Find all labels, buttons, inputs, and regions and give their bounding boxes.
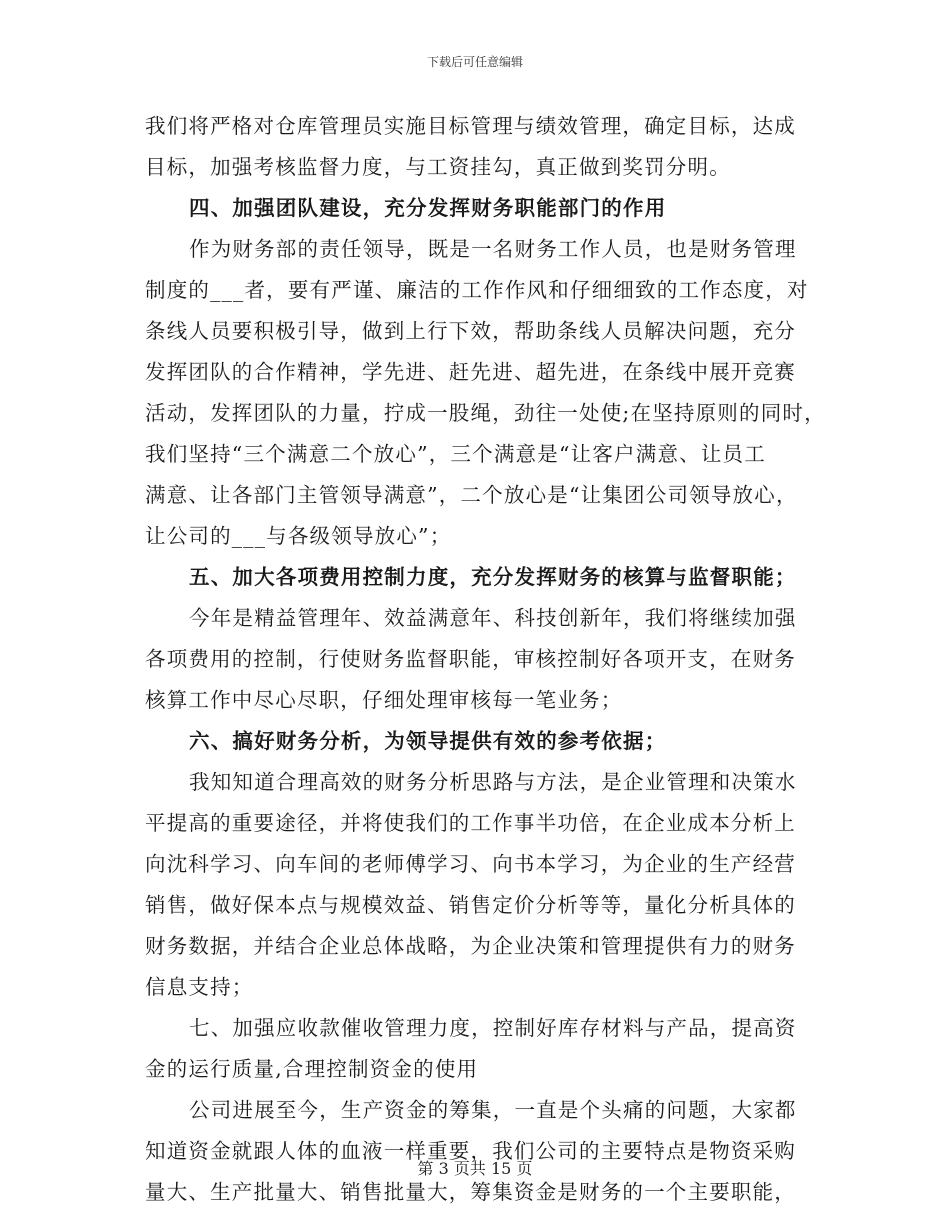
body-text-line: 向沈科学习、向车间的老师傅学习、向书本学习，为企业的生产经营	[145, 852, 796, 876]
body-text-line: 信息支持；	[145, 975, 254, 999]
section-heading: 六、搞好财务分析，为领导提供有效的参考依据；	[189, 729, 667, 753]
body-text-line: 满意、让各部门主管领导满意”，二个放心是“让集团公司领导放心，	[145, 483, 798, 507]
body-text-line: 发挥团队的合作精神，学先进、赶先进、超先进，在条线中展开竞赛	[145, 360, 796, 384]
body-text-line: 作为财务部的责任领导，既是一名财务工作人员，也是财务管理	[189, 237, 797, 261]
body-text-line: 今年是精益管理年、效益满意年、科技创新年，我们将继续加强	[189, 606, 797, 630]
body-text-line: 平提高的重要途径，并将使我们的工作事半功倍，在企业成本分析上	[145, 811, 796, 835]
page-footer: 第 3 页共 15 页	[417, 1159, 533, 1178]
body-text-line: 七、加强应收款催收管理力度，控制好库存材料与产品，提高资	[189, 1016, 797, 1040]
body-text-line: 知道资金就跟人体的血液一样重要，我们公司的主要特点是物资采购	[145, 1139, 796, 1163]
body-text-line: 金的运行质量,合理控制资金的使用	[145, 1057, 479, 1081]
section-heading: 五、加大各项费用控制力度，充分发挥财务的核算与监督职能；	[189, 565, 797, 589]
section-heading: 四、加强团队建设，充分发挥财务职能部门的作用	[189, 196, 667, 220]
body-text-line: 公司进展至今，生产资金的筹集，一直是个头痛的问题，大家都	[189, 1098, 797, 1122]
body-text-line: 制度的___者，要有严谨、廉洁的工作作风和仔细细致的工作态度，对	[145, 278, 809, 302]
body-text-line: 条线人员要积极引导，做到上行下效，帮助条线人员解决问题，充分	[145, 319, 796, 343]
body-text-line: 活动，发挥团队的力量，拧成一股绳，劲往一处使;在坚持原则的同时，	[145, 401, 826, 425]
body-text-line: 财务数据，并结合企业总体战略，为企业决策和管理提供有力的财务	[145, 934, 796, 958]
body-text-line: 让公司的___与各级领导放心”；	[145, 524, 452, 548]
body-text-line: 各项费用的控制，行使财务监督职能，审核控制好各项开支，在财务	[145, 647, 796, 671]
body-text-line: 我们坚持“三个满意二个放心”，三个满意是“让客户满意、让员工	[145, 442, 766, 466]
page-header: 下载后可任意编辑	[426, 55, 523, 69]
body-text-line: 销售，做好保本点与规模效益、销售定价分析等等，量化分析具体的	[145, 893, 796, 917]
body-text-line: 我们将严格对仓库管理员实施目标管理与绩效管理，确定目标，达成	[145, 114, 796, 138]
document-body	[145, 106, 825, 1213]
body-text-line: 核算工作中尽心尽职，仔细处理审核每一笔业务；	[145, 688, 623, 712]
body-text-line: 目标，加强考核监督力度，与工资挂勾，真正做到奖罚分明。	[145, 155, 731, 179]
body-text-line: 我知知道合理高效的财务分析思路与方法，是企业管理和决策水	[189, 770, 797, 794]
body-text-line: 量大、生产批量大、销售批量大，筹集资金是财务的一个主要职能，	[145, 1180, 796, 1204]
